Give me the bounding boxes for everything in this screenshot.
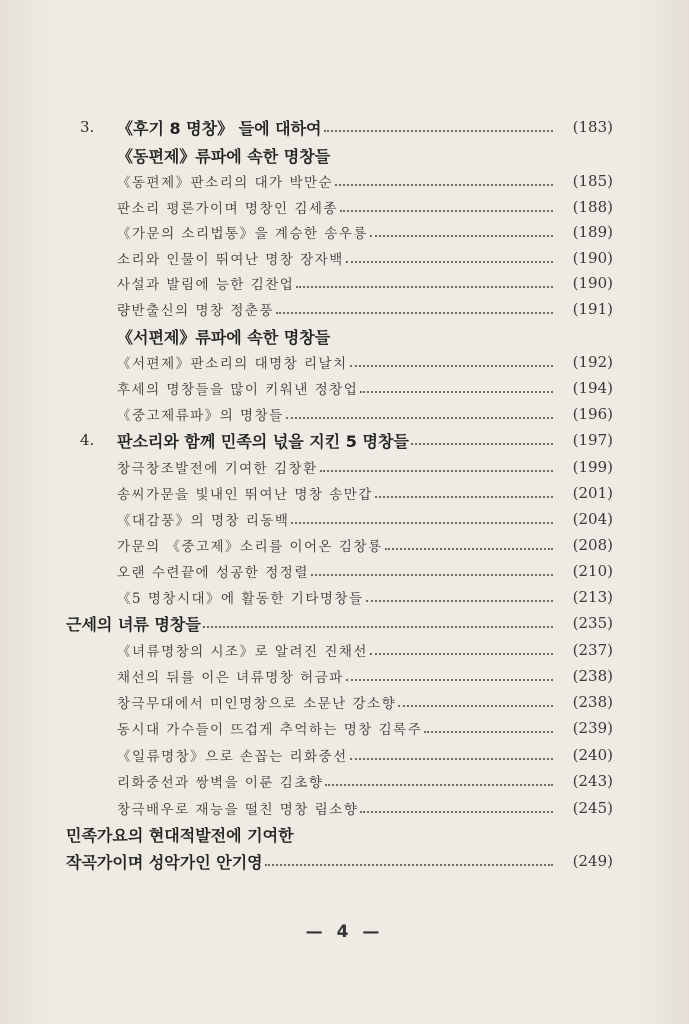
- dot-leader: [265, 863, 553, 866]
- dot-leader: [311, 573, 553, 576]
- toc-entry: [117, 295, 613, 323]
- toc-entry-title: 《일류명창》으로 손꼽는 리화중선: [117, 749, 348, 765]
- toc-entry-title: 《후기 8 명창》 들에 대하여: [117, 118, 322, 138]
- toc-entry-page: (249): [572, 852, 613, 870]
- dot-leader: [360, 390, 553, 393]
- toc-entry-title: 《동편제》류파에 속한 명창들: [117, 146, 331, 166]
- dot-leader: [370, 234, 553, 237]
- toc-entry-page: (210): [572, 562, 613, 580]
- toc-entry-page: (188): [572, 198, 613, 216]
- toc-entry-page: (197): [572, 431, 613, 449]
- toc-entry-title: 채선의 뒤를 이은 녀류명창 허금파: [117, 670, 344, 686]
- toc-entry-title: 《녀류명창의 시조》로 알려진 진채선: [117, 644, 368, 660]
- toc-entry-title: 창극배우로 재능을 떨친 명창 림소향: [117, 802, 359, 818]
- toc-entry-page: (185): [572, 172, 613, 190]
- dot-leader: [324, 129, 553, 132]
- toc-entry-title: 량반출신의 명창 정춘풍: [117, 303, 274, 319]
- toc-entry: [117, 767, 613, 795]
- toc-entry: [66, 847, 613, 875]
- toc-entry-page: (245): [572, 799, 613, 817]
- toc-entry: [117, 141, 613, 169]
- toc-entry-page: (192): [572, 353, 613, 371]
- toc-entry-page: (204): [572, 510, 613, 528]
- toc-entry: [117, 218, 613, 246]
- toc-entry-page: (190): [572, 274, 613, 292]
- dot-leader: [360, 810, 553, 813]
- toc-entry: [117, 714, 613, 742]
- toc-entry-page: (191): [572, 300, 613, 318]
- toc-entry: [117, 688, 613, 716]
- toc-entry-page: (213): [572, 588, 613, 606]
- toc-entry-title: 민족가요의 현대적발전에 기여한: [66, 825, 294, 845]
- dot-leader: [346, 260, 553, 263]
- toc-entry-page: (201): [572, 484, 613, 502]
- toc-entry-page: (189): [572, 223, 613, 241]
- toc-entry-title: 동시대 가수들이 뜨겁게 추억하는 명창 김록주: [117, 722, 423, 738]
- toc-entry: [117, 167, 613, 195]
- toc-entry-title: 《중고제류파》의 명창들: [117, 408, 284, 424]
- toc-entry: [117, 794, 613, 822]
- dot-leader: [411, 442, 553, 445]
- toc-entry-title: 창극무대에서 미인명창으로 소문난 강소향: [117, 696, 397, 712]
- dot-leader: [346, 678, 553, 681]
- toc-entry-number: 3.: [80, 118, 95, 136]
- toc-entry-page: (194): [572, 379, 613, 397]
- toc-entry: [117, 374, 613, 402]
- dot-leader: [350, 364, 553, 367]
- toc-entry: [117, 479, 613, 507]
- toc-entry: [117, 244, 613, 272]
- toc-entry-title: 《서편제》류파에 속한 명창들: [117, 327, 331, 347]
- dot-leader: [398, 704, 553, 707]
- toc-entry-title: 《가문의 소리법통》을 계승한 송우룡: [117, 226, 368, 242]
- toc-entry-page: (243): [572, 772, 613, 790]
- toc-entry-title: 《서편제》판소리의 대명창 리날치: [117, 356, 348, 372]
- toc-entry: [117, 322, 613, 350]
- dot-leader: [385, 547, 554, 550]
- toc-entry: [80, 113, 613, 141]
- toc-entry-title: 소리와 인물이 뛰여난 명창 장자백: [117, 252, 344, 268]
- dot-leader: [424, 730, 553, 733]
- toc-entry-page: (238): [572, 693, 613, 711]
- toc-entry-page: (237): [572, 641, 613, 659]
- toc-entry-title: 후세의 명창들을 많이 키워낸 정창업: [117, 382, 359, 398]
- toc-entry-title: 판소리 평론가이며 명창인 김세종: [117, 201, 338, 217]
- dot-leader: [276, 311, 553, 314]
- toc-entry: [66, 820, 613, 848]
- dot-leader: [286, 416, 553, 419]
- toc-entry-title: 근세의 녀류 명창들: [66, 614, 201, 634]
- page-number: — 4 —: [305, 922, 384, 942]
- dot-leader: [335, 183, 553, 186]
- dot-leader: [366, 599, 554, 602]
- toc-entry-page: (239): [572, 719, 613, 737]
- toc-entry: [117, 636, 613, 664]
- toc-entry: [117, 348, 613, 376]
- dot-leader: [340, 209, 553, 212]
- toc-entry-title: 《동편제》판소리의 대가 박만순: [117, 175, 334, 191]
- toc-entry: [117, 193, 613, 221]
- toc-entry-page: (190): [572, 249, 613, 267]
- dot-leader: [291, 521, 553, 524]
- toc-entry-title: 사설과 발림에 능한 김찬업: [117, 277, 295, 293]
- toc-entry-page: (208): [572, 536, 613, 554]
- dot-leader: [350, 757, 553, 760]
- toc-entry: [117, 400, 613, 428]
- toc-entry-page: (238): [572, 667, 613, 685]
- dot-leader: [375, 495, 553, 498]
- toc-entry: [117, 531, 613, 559]
- toc-entry: [117, 662, 613, 690]
- toc-entry: [117, 505, 613, 533]
- dot-leader: [296, 285, 553, 288]
- toc-entry-title: 작곡가이며 성악가인 안기영: [66, 852, 263, 872]
- toc-entry-title: 《5 명창시대》에 활동한 기타명창들: [117, 591, 364, 607]
- toc-entry-page: (183): [572, 118, 613, 136]
- toc-entry: [117, 453, 613, 481]
- toc-entry-number: 4.: [80, 431, 95, 449]
- toc-entry: [117, 741, 613, 769]
- dot-leader: [370, 652, 553, 655]
- toc-entry-page: (240): [572, 746, 613, 764]
- toc-entry: [80, 426, 613, 454]
- toc-entry: [117, 269, 613, 297]
- toc-entry: [66, 609, 613, 637]
- toc-entry-title: 오랜 수련끝에 성공한 정정렬: [117, 565, 309, 581]
- toc-entry-title: 송씨가문을 빛내인 뛰여난 명창 송만갑: [117, 487, 373, 503]
- toc-entry-title: 리화중선과 쌍벽을 이룬 김초향: [117, 775, 324, 791]
- toc-entry: [117, 557, 613, 585]
- toc-entry-title: 가문의 《중고제》소리를 이어온 김창룡: [117, 539, 383, 555]
- toc-entry-title: 《대감풍》의 명창 리동백: [117, 513, 290, 529]
- toc-entry-title: 판소리와 함께 민족의 넋을 지킨 5 명창들: [117, 431, 409, 451]
- toc-entry-page: (235): [572, 614, 613, 632]
- dot-leader: [320, 469, 553, 472]
- toc-entry-page: (199): [572, 458, 613, 476]
- dot-leader: [325, 783, 553, 786]
- toc-entry-title: 창극창조발전에 기여한 김창환: [117, 461, 318, 477]
- dot-leader: [203, 625, 553, 628]
- toc-entry-page: (196): [572, 405, 613, 423]
- toc-entry: [117, 583, 613, 611]
